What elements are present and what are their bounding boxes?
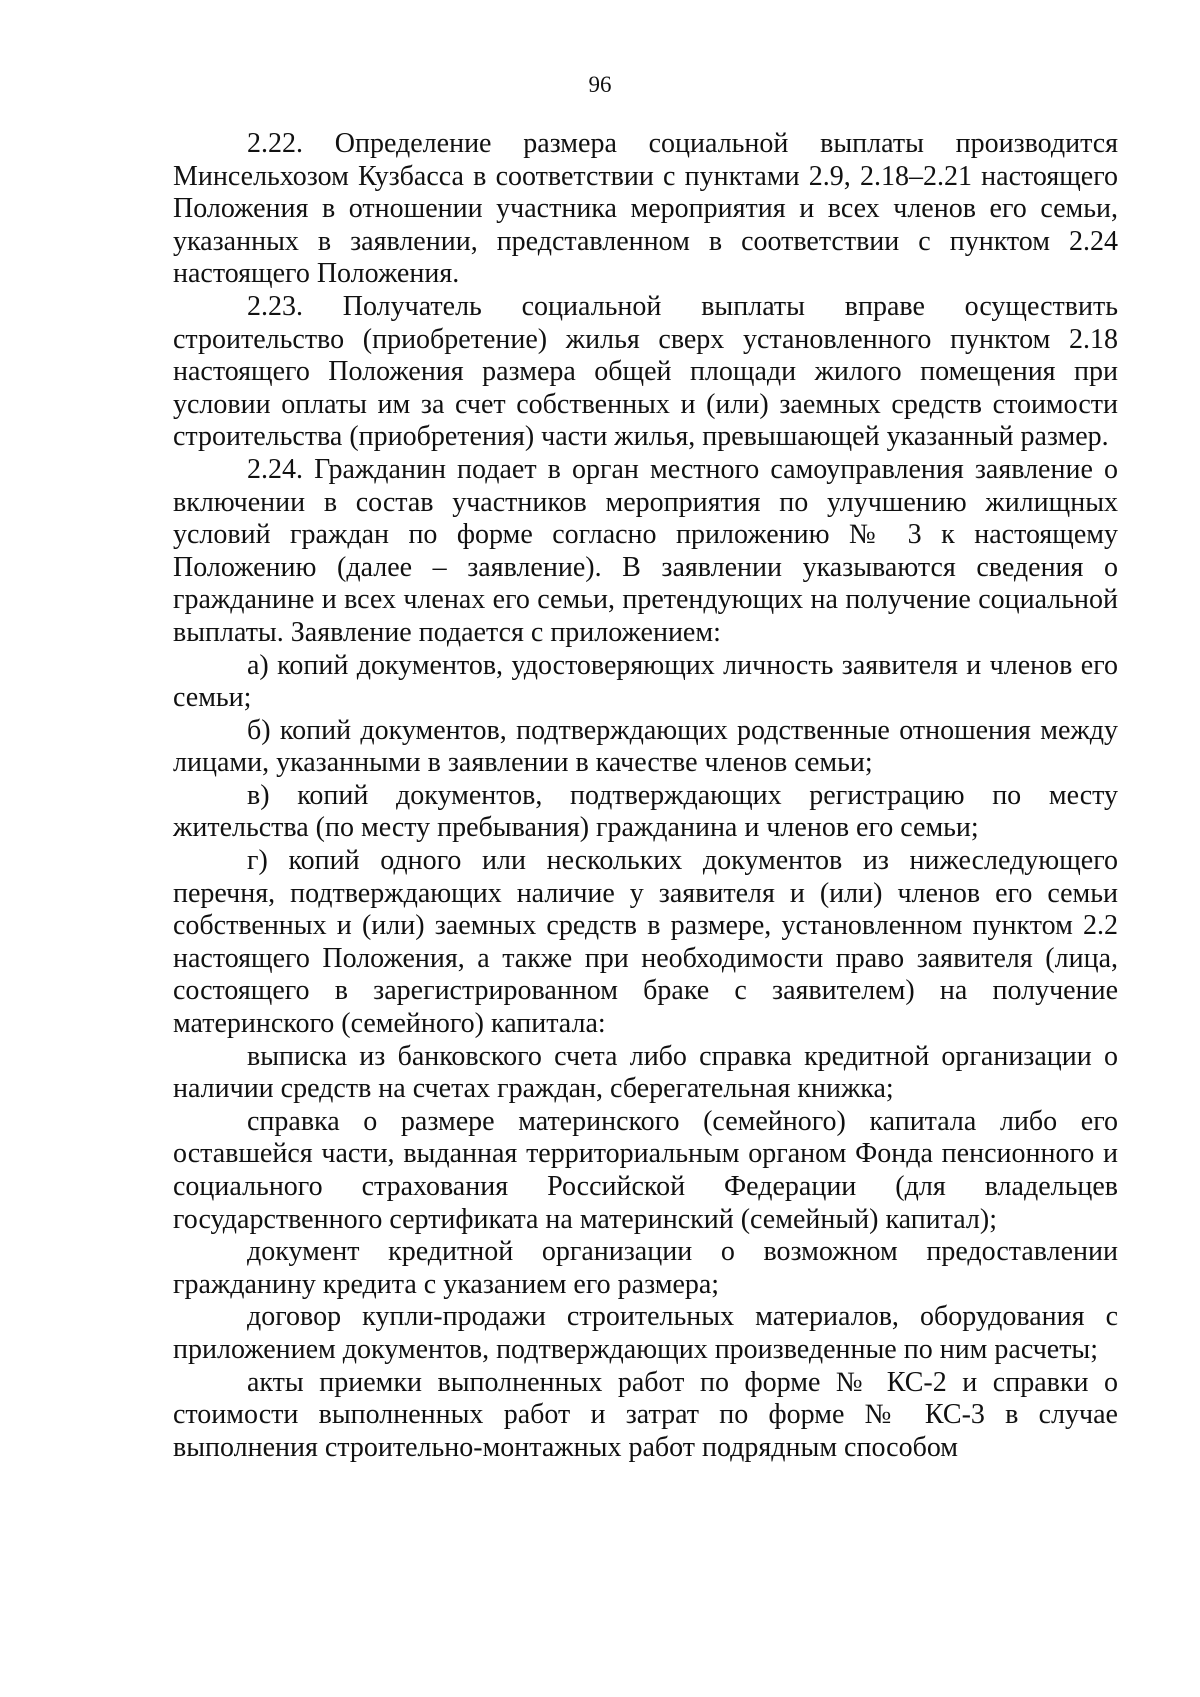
document-maternity-capital: справка о размере материнского (семейного) капитала либо его оставшейся части, выданная территориальным органом Фонда пенсионного и социального страхования Российской Федерации (для владельцев государственного сертификата на материнский (семейный) капитал); [173,1105,1118,1235]
document-bank-statement: выписка из банковского счета либо справка кредитной организации о наличии средств на счетах граждан, сберегательная книжка; [173,1040,1118,1105]
paragraph-2-23: 2.23. Получатель социальной выплаты вправе осуществить строительство (приобретение) жилья сверх установленного пунктом 2.18 настоящего Положения размера общей площади жилого помещения при условии оплаты им за счет собственных и (или) заемных средств стоимости строительства (приобретения) части жилья, превышающей указанный размер. [173,290,1118,453]
list-item-v: в) копий документов, подтверждающих регистрацию по месту жительства (по месту пребывания) гражданина и членов его семьи; [173,779,1118,844]
document-acceptance-acts: акты приемки выполненных работ по форме № КС-2 и справки о стоимости выполненных работ и затрат по форме № КС-3 в случае выполнения строительно-монтажных работ подрядным способом [173,1366,1118,1463]
paragraph-2-22: 2.22. Определение размера социальной выплаты производится Минсельхозом Кузбасса в соответствии с пунктами 2.9, 2.18–2.21 настоящего Положения в отношении участника мероприятия и всех членов его семьи, указанных в заявлении, представленном в соответствии с пунктом 2.24 настоящего Положения. [173,128,1118,290]
document-purchase-contract: договор купли-продажи строительных материалов, оборудования с приложением документов, подтверждающих произведенные по ним расчеты; [173,1301,1118,1365]
list-item-b: б) копий документов, подтверждающих родственные отношения между лицами, указанными в заявлении в качестве членов семьи; [173,714,1118,779]
page-number: 96 [588,72,612,97]
document-body [173,128,1118,1464]
list-item-g: г) копий одного или нескольких документов из нижеследующего перечня, подтверждающих наличие у заявителя и (или) членов его семьи собственных и (или) заемных средств в размере, установленном пунктом 2.2 настоящего Положения, а также при необходимости право заявителя (лица, состоящего в зарегистрированном браке с заявителем) на получение материнского (семейного) капитала: [173,845,1118,1040]
document-credit-offer: документ кредитной организации о возможном предоставлении гражданину кредита с указанием его размера; [173,1236,1118,1300]
list-item-a: а) копий документов, удостоверяющих личность заявителя и членов его семьи; [173,649,1118,714]
paragraph-2-24: 2.24. Гражданин подает в орган местного самоуправления заявление о включении в состав участников мероприятия по улучшению жилищных условий граждан по форме согласно приложению № 3 к настоящему Положению (далее – заявление). В заявлении указываются сведения о гражданине и всех членах его семьи, претендующих на получение социальной выплаты. Заявление подается с приложением: [173,453,1118,648]
